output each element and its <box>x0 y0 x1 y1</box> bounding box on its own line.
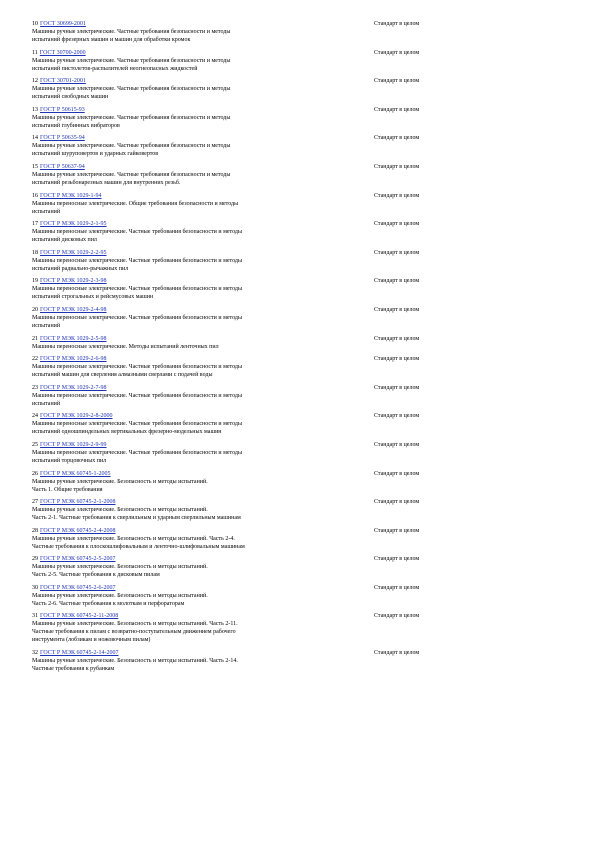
entry-description: испытаний радиально-рычажных пил <box>32 265 129 272</box>
list-item <box>32 355 552 379</box>
entry-heading <box>32 355 362 363</box>
entry-description: испытаний резьбонарезных машин для внутренних резьб. <box>32 179 181 186</box>
entry-number: 29 <box>32 556 38 563</box>
entry-number: 14 <box>32 135 38 142</box>
list-item <box>32 584 552 608</box>
entry-description: испытаний дисковых пил <box>32 237 97 244</box>
list-item <box>32 277 552 301</box>
entry-number: 12 <box>32 78 38 85</box>
list-item <box>32 49 552 73</box>
entry-description: Часть 2-1. Частные требования к сверлильным и ударным сверлильным машинам <box>32 515 241 522</box>
standard-link[interactable]: ГОСТ Р МЭК 60745-2-5-2007 <box>40 556 116 563</box>
entry-heading <box>32 106 362 114</box>
entry-number: 22 <box>32 356 38 363</box>
entry-number: 13 <box>32 106 38 113</box>
entry-description: Машины переносные электрические. Частные требования безопасности и методы <box>32 449 243 456</box>
entry-status: Стандарт в целом <box>374 192 420 199</box>
list-item <box>32 498 552 522</box>
standard-link[interactable]: ГОСТ Р МЭК 60745-2-6-2007 <box>40 584 116 591</box>
entry-number: 31 <box>32 613 38 620</box>
entry-number: 19 <box>32 278 38 285</box>
list-item <box>32 220 552 244</box>
entry-status: Стандарт в целом <box>374 384 420 391</box>
entry-status: Стандарт в целом <box>374 499 420 506</box>
entry-heading <box>32 49 362 57</box>
entry-number: 24 <box>32 413 38 420</box>
entry-description: Машины ручные электрические. Безопасность и методы испытаний. Часть 2-4. <box>32 535 235 542</box>
entry-description: Машины ручные электрические. Безопасность и методы испытаний. <box>32 564 208 571</box>
list-item <box>32 412 552 436</box>
entry-status: Стандарт в целом <box>374 584 420 591</box>
list-item <box>32 134 552 158</box>
standard-link[interactable]: ГОСТ Р МЭК 60745-1-2005 <box>40 470 111 477</box>
list-item <box>32 470 552 494</box>
entry-description: Машины ручные электрические. Безопасность и методы испытаний. Часть 2-14. <box>32 658 238 665</box>
entry-status: Стандарт в целом <box>374 221 420 228</box>
entry-number: 10 <box>32 21 38 27</box>
entry-description: испытаний строгальных и рейсмусовых машин <box>32 294 154 301</box>
entry-status: Стандарт в целом <box>374 21 420 27</box>
entry-heading <box>32 470 362 478</box>
list-item <box>32 612 552 644</box>
entry-number: 17 <box>32 221 38 228</box>
standard-link[interactable]: ГОСТ Р МЭК 1029-2-5-98 <box>40 335 107 342</box>
entry-description: Машины переносные электрические. Частные требования безопасности и методы <box>32 229 243 236</box>
standard-link[interactable]: ГОСТ Р МЭК 1029-2-1-95 <box>40 221 107 228</box>
entry-description: Часть 2-5. Частные требования к дисковым пилам <box>32 572 160 579</box>
entry-status: Стандарт в целом <box>374 556 420 563</box>
entry-heading <box>32 306 362 314</box>
standard-link[interactable]: ГОСТ Р МЭК 60745-2-14-2007 <box>40 650 119 657</box>
list-item <box>32 306 552 330</box>
standard-link[interactable]: ГОСТ Р 50635-94 <box>40 135 85 142</box>
entry-description: испытаний <box>32 400 61 407</box>
entry-heading <box>32 441 362 449</box>
entry-status: Стандарт в целом <box>374 49 420 56</box>
list-item <box>32 249 552 273</box>
entry-number: 26 <box>32 470 38 477</box>
entry-status: Стандарт в целом <box>374 163 420 170</box>
standard-link[interactable]: ГОСТ Р МЭК 60745-2-11-2008 <box>40 613 119 620</box>
entry-number: 20 <box>32 306 38 313</box>
entry-description: инструмента (лобзикам и ножовочным пилам) <box>32 637 151 644</box>
entry-description: испытаний пистолетов-распылителей неогнеопасных жидкостей <box>32 65 198 72</box>
entry-heading <box>32 335 362 343</box>
entry-description: Машины переносные электрические. Частные требования безопасности и методы <box>32 421 243 428</box>
entry-number: 21 <box>32 335 38 342</box>
entry-heading <box>32 192 362 200</box>
entry-status: Стандарт в целом <box>374 278 420 285</box>
entry-description: Машины ручные электрические. Безопасность и методы испытаний. <box>32 592 208 599</box>
entry-description: испытаний машин для сверления алмазными сверлами с подачей воды <box>32 372 213 379</box>
entry-description: испытаний шуруповертов и ударных гайковертов <box>32 151 159 158</box>
entry-description: испытаний фрезерных машин и машин для обработки кромок <box>32 37 191 43</box>
entry-status: Стандарт в целом <box>374 613 420 620</box>
entry-number: 32 <box>32 650 38 657</box>
list-item <box>32 20 552 44</box>
standards-list <box>32 20 552 678</box>
entry-heading <box>32 20 362 28</box>
entry-description: Машины ручные электрические. Частные требования безопасности и методы <box>32 86 231 93</box>
entry-number: 16 <box>32 192 38 199</box>
entry-heading <box>32 249 362 257</box>
entry-status: Стандарт в целом <box>374 356 420 363</box>
entry-description: испытаний одношпиндельных вертикальных фрезерно-модельных машин <box>32 429 222 436</box>
entry-status: Стандарт в целом <box>374 413 420 420</box>
entry-heading <box>32 527 362 535</box>
entry-status: Стандарт в целом <box>374 78 420 85</box>
entry-heading <box>32 384 362 392</box>
entry-description: Машины ручные электрические. Частные требования безопасности и методы <box>32 114 231 121</box>
entry-description: Машины переносные электрические. Методы испытаний ленточных пил <box>32 343 219 350</box>
standard-link[interactable]: ГОСТ Р МЭК 1029-2-2-95 <box>40 249 107 256</box>
entry-status: Стандарт в целом <box>374 335 420 342</box>
standard-link[interactable]: ГОСТ 30701-2001 <box>40 78 86 85</box>
entry-description: Частные требования к рубанкам <box>32 666 115 673</box>
entry-description: Машины ручные электрические. Частные требования безопасности и методы <box>32 29 231 35</box>
entry-description: испытаний торцовочных пил <box>32 457 107 464</box>
entry-number: 28 <box>32 527 38 534</box>
entry-number: 23 <box>32 384 38 391</box>
entry-description: Машины ручные электрические. Частные требования безопасности и методы <box>32 143 231 150</box>
entry-description: Частные требования к пилам с возвратно-поступательным движением рабочего <box>32 629 236 636</box>
entry-heading <box>32 649 362 657</box>
entry-status: Стандарт в целом <box>374 135 420 142</box>
entry-heading <box>32 277 362 285</box>
entry-description: Машины переносные электрические. Частные требования безопасности и методы <box>32 314 243 321</box>
entry-description: Машины ручные электрические. Частные требования безопасности и методы <box>32 57 231 64</box>
standard-link[interactable]: ГОСТ Р МЭК 60745-2-4-2008 <box>40 527 116 534</box>
list-item <box>32 384 552 408</box>
entry-description: Машины переносные электрические. Частные требования безопасности и методы <box>32 286 243 293</box>
entry-description: испытаний <box>32 208 61 215</box>
entry-heading <box>32 612 362 620</box>
entry-status: Стандарт в целом <box>374 306 420 313</box>
entry-description: Машины переносные электрические. Частные требования безопасности и методы <box>32 392 243 399</box>
entry-number: 30 <box>32 584 38 591</box>
list-item <box>32 649 552 673</box>
entry-description: Машины ручные электрические. Безопасность и методы испытаний. <box>32 507 208 514</box>
list-item <box>32 192 552 216</box>
standard-link[interactable]: ГОСТ Р МЭК 1029-2-8-2000 <box>40 413 113 420</box>
standard-link[interactable]: ГОСТ Р МЭК 1029-2-7-98 <box>40 384 107 391</box>
entry-number: 15 <box>32 163 38 170</box>
list-item <box>32 163 552 187</box>
entry-heading <box>32 412 362 420</box>
entry-number: 25 <box>32 441 38 448</box>
entry-heading <box>32 134 362 142</box>
entry-number: 11 <box>32 49 38 56</box>
entry-heading <box>32 555 362 563</box>
standard-link[interactable]: ГОСТ Р МЭК 1029-2-9-99 <box>40 441 107 448</box>
entry-heading <box>32 498 362 506</box>
entry-status: Стандарт в целом <box>374 249 420 256</box>
entry-heading <box>32 77 362 85</box>
standard-link[interactable]: ГОСТ 30700-2000 <box>39 49 86 56</box>
standard-link[interactable]: ГОСТ Р 50615-93 <box>40 106 85 113</box>
standard-link[interactable]: ГОСТ Р 50637-94 <box>40 163 85 170</box>
list-item <box>32 527 552 551</box>
entry-number: 27 <box>32 499 38 506</box>
entry-description: испытаний <box>32 322 61 329</box>
entry-description: Машины ручные электрические. Безопасность и методы испытаний. <box>32 478 208 485</box>
entry-status: Стандарт в целом <box>374 470 420 477</box>
entry-status: Стандарт в целом <box>374 441 420 448</box>
standard-link[interactable]: ГОСТ Р МЭК 1029-1-94 <box>40 192 102 199</box>
standard-link[interactable]: ГОСТ 30699-2001 <box>40 21 86 27</box>
entry-status: Стандарт в целом <box>374 650 420 657</box>
standard-link[interactable]: ГОСТ Р МЭК 1029-2-6-98 <box>40 356 107 363</box>
entry-description: Часть 2-6. Частные требования к молоткам и перфораторам <box>32 600 185 607</box>
entry-description: Машины переносные электрические. Частные требования безопасности и методы <box>32 364 243 371</box>
standard-link[interactable]: ГОСТ Р МЭК 1029-2-4-98 <box>40 306 107 313</box>
list-item <box>32 441 552 465</box>
entry-number: 18 <box>32 249 38 256</box>
list-item <box>32 77 552 101</box>
list-item <box>32 555 552 579</box>
entry-description: испытаний свободных машин <box>32 94 109 101</box>
list-item <box>32 106 552 130</box>
entry-heading <box>32 163 362 171</box>
entry-description: Машины переносные электрические. Общие требования безопасности и методы <box>32 200 239 207</box>
entry-heading <box>32 584 362 592</box>
entry-description: Машины переносные электрические. Частные требования безопасности и методы <box>32 257 243 264</box>
standard-link[interactable]: ГОСТ Р МЭК 60745-2-1-2008 <box>40 499 116 506</box>
list-item <box>32 335 552 351</box>
entry-description: Машины ручные электрические. Безопасность и методы испытаний. Часть 2-11. <box>32 621 238 628</box>
entry-description: Часть 1. Общие требования <box>32 486 103 493</box>
entry-description: испытаний глубинных вибраторов <box>32 122 120 129</box>
entry-status: Стандарт в целом <box>374 106 420 113</box>
entry-description: Частные требования к плоскошлифовальным и ленточно-шлифовальным машинам <box>32 543 245 550</box>
entry-status: Стандарт в целом <box>374 527 420 534</box>
standard-link[interactable]: ГОСТ Р МЭК 1029-2-3-98 <box>40 278 107 285</box>
entry-description: Машины ручные электрические. Частные требования безопасности и методы <box>32 171 231 178</box>
entry-heading <box>32 220 362 228</box>
